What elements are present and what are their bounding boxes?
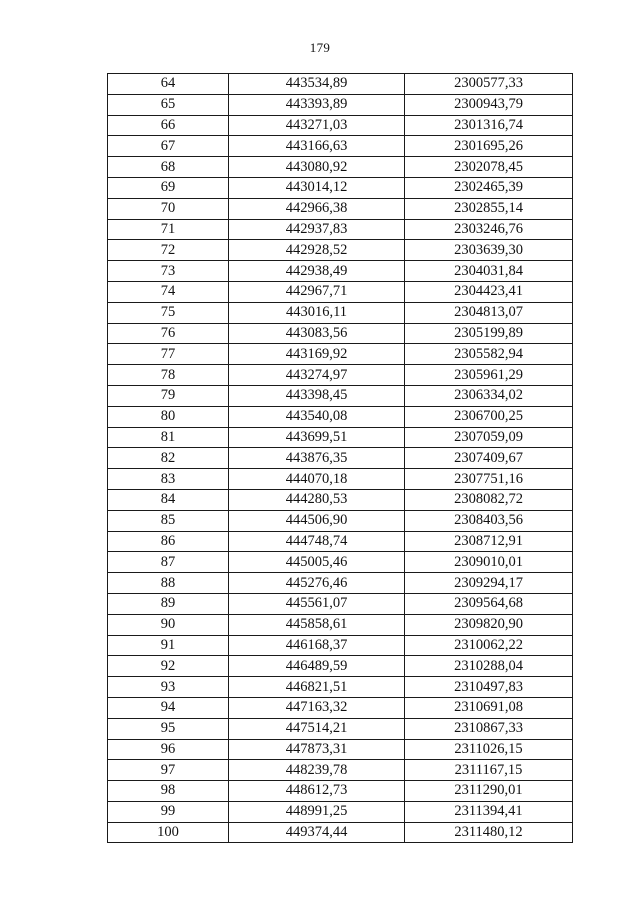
y-coordinate-cell: 2311394,41 (405, 801, 573, 822)
x-coordinate-cell: 448239,78 (229, 760, 405, 781)
y-coordinate-cell: 2304813,07 (405, 302, 573, 323)
point-number-cell: 82 (108, 448, 229, 469)
point-number-cell: 96 (108, 739, 229, 760)
table-row (108, 406, 573, 427)
point-number-cell: 92 (108, 656, 229, 677)
y-coordinate-cell: 2311290,01 (405, 781, 573, 802)
x-coordinate-cell: 442967,71 (229, 281, 405, 302)
x-coordinate-cell: 444506,90 (229, 510, 405, 531)
y-coordinate-cell: 2302855,14 (405, 198, 573, 219)
table-row (108, 593, 573, 614)
table-row (108, 344, 573, 365)
coordinates-table-body (108, 74, 573, 843)
point-number-cell: 87 (108, 552, 229, 573)
table-row (108, 489, 573, 510)
point-number-cell: 91 (108, 635, 229, 656)
point-number-cell: 90 (108, 614, 229, 635)
table-row (108, 136, 573, 157)
x-coordinate-cell: 443014,12 (229, 177, 405, 198)
point-number-cell: 99 (108, 801, 229, 822)
point-number-cell: 95 (108, 718, 229, 739)
y-coordinate-cell: 2308403,56 (405, 510, 573, 531)
table-row (108, 635, 573, 656)
y-coordinate-cell: 2311026,15 (405, 739, 573, 760)
x-coordinate-cell: 444748,74 (229, 531, 405, 552)
x-coordinate-cell: 443080,92 (229, 157, 405, 178)
y-coordinate-cell: 2309294,17 (405, 573, 573, 594)
table-row (108, 261, 573, 282)
point-number-cell: 75 (108, 302, 229, 323)
y-coordinate-cell: 2310691,08 (405, 697, 573, 718)
point-number-cell: 73 (108, 261, 229, 282)
point-number-cell: 83 (108, 469, 229, 490)
y-coordinate-cell: 2300943,79 (405, 94, 573, 115)
point-number-cell: 85 (108, 510, 229, 531)
table-row (108, 240, 573, 261)
x-coordinate-cell: 442938,49 (229, 261, 405, 282)
point-number-cell: 67 (108, 136, 229, 157)
table-row (108, 697, 573, 718)
x-coordinate-cell: 443699,51 (229, 427, 405, 448)
point-number-cell: 94 (108, 697, 229, 718)
table-row (108, 614, 573, 635)
x-coordinate-cell: 446489,59 (229, 656, 405, 677)
coordinates-table (107, 73, 573, 843)
x-coordinate-cell: 445561,07 (229, 593, 405, 614)
table-row (108, 365, 573, 386)
table-row (108, 718, 573, 739)
table-row (108, 656, 573, 677)
point-number-cell: 74 (108, 281, 229, 302)
y-coordinate-cell: 2304031,84 (405, 261, 573, 282)
y-coordinate-cell: 2308082,72 (405, 489, 573, 510)
table-row (108, 469, 573, 490)
table-row (108, 552, 573, 573)
point-number-cell: 93 (108, 677, 229, 698)
point-number-cell: 97 (108, 760, 229, 781)
point-number-cell: 84 (108, 489, 229, 510)
y-coordinate-cell: 2302078,45 (405, 157, 573, 178)
x-coordinate-cell: 445276,46 (229, 573, 405, 594)
y-coordinate-cell: 2305961,29 (405, 365, 573, 386)
point-number-cell: 100 (108, 822, 229, 843)
x-coordinate-cell: 443534,89 (229, 74, 405, 95)
table-row (108, 385, 573, 406)
x-coordinate-cell: 443169,92 (229, 344, 405, 365)
point-number-cell: 65 (108, 94, 229, 115)
x-coordinate-cell: 443271,03 (229, 115, 405, 136)
y-coordinate-cell: 2307059,09 (405, 427, 573, 448)
point-number-cell: 69 (108, 177, 229, 198)
y-coordinate-cell: 2308712,91 (405, 531, 573, 552)
x-coordinate-cell: 447873,31 (229, 739, 405, 760)
y-coordinate-cell: 2311167,15 (405, 760, 573, 781)
y-coordinate-cell: 2305199,89 (405, 323, 573, 344)
table-row (108, 510, 573, 531)
point-number-cell: 77 (108, 344, 229, 365)
y-coordinate-cell: 2310497,83 (405, 677, 573, 698)
point-number-cell: 71 (108, 219, 229, 240)
point-number-cell: 78 (108, 365, 229, 386)
y-coordinate-cell: 2300577,33 (405, 74, 573, 95)
y-coordinate-cell: 2309564,68 (405, 593, 573, 614)
point-number-cell: 70 (108, 198, 229, 219)
table-row (108, 157, 573, 178)
y-coordinate-cell: 2306700,25 (405, 406, 573, 427)
y-coordinate-cell: 2309010,01 (405, 552, 573, 573)
table-row (108, 177, 573, 198)
table-row (108, 822, 573, 843)
y-coordinate-cell: 2310062,22 (405, 635, 573, 656)
x-coordinate-cell: 447514,21 (229, 718, 405, 739)
x-coordinate-cell: 447163,32 (229, 697, 405, 718)
table-row (108, 801, 573, 822)
y-coordinate-cell: 2301316,74 (405, 115, 573, 136)
x-coordinate-cell: 444070,18 (229, 469, 405, 490)
table-row (108, 115, 573, 136)
x-coordinate-cell: 442937,83 (229, 219, 405, 240)
table-row (108, 573, 573, 594)
point-number-cell: 76 (108, 323, 229, 344)
x-coordinate-cell: 445858,61 (229, 614, 405, 635)
x-coordinate-cell: 443166,63 (229, 136, 405, 157)
table-row (108, 74, 573, 95)
y-coordinate-cell: 2305582,94 (405, 344, 573, 365)
point-number-cell: 98 (108, 781, 229, 802)
x-coordinate-cell: 443876,35 (229, 448, 405, 469)
y-coordinate-cell: 2307409,67 (405, 448, 573, 469)
point-number-cell: 64 (108, 74, 229, 95)
table-row (108, 531, 573, 552)
x-coordinate-cell: 444280,53 (229, 489, 405, 510)
y-coordinate-cell: 2301695,26 (405, 136, 573, 157)
y-coordinate-cell: 2309820,90 (405, 614, 573, 635)
point-number-cell: 88 (108, 573, 229, 594)
y-coordinate-cell: 2310288,04 (405, 656, 573, 677)
point-number-cell: 86 (108, 531, 229, 552)
table-row (108, 760, 573, 781)
table-row (108, 198, 573, 219)
y-coordinate-cell: 2303246,76 (405, 219, 573, 240)
y-coordinate-cell: 2303639,30 (405, 240, 573, 261)
page-number: 179 (309, 40, 331, 55)
x-coordinate-cell: 445005,46 (229, 552, 405, 573)
y-coordinate-cell: 2310867,33 (405, 718, 573, 739)
point-number-cell: 79 (108, 385, 229, 406)
point-number-cell: 80 (108, 406, 229, 427)
point-number-cell: 66 (108, 115, 229, 136)
x-coordinate-cell: 443393,89 (229, 94, 405, 115)
x-coordinate-cell: 449374,44 (229, 822, 405, 843)
table-row (108, 427, 573, 448)
point-number-cell: 81 (108, 427, 229, 448)
x-coordinate-cell: 443398,45 (229, 385, 405, 406)
table-row (108, 739, 573, 760)
x-coordinate-cell: 446168,37 (229, 635, 405, 656)
table-row (108, 94, 573, 115)
x-coordinate-cell: 443083,56 (229, 323, 405, 344)
table-row (108, 219, 573, 240)
table-row (108, 677, 573, 698)
y-coordinate-cell: 2306334,02 (405, 385, 573, 406)
y-coordinate-cell: 2307751,16 (405, 469, 573, 490)
y-coordinate-cell: 2302465,39 (405, 177, 573, 198)
table-row (108, 781, 573, 802)
x-coordinate-cell: 448991,25 (229, 801, 405, 822)
point-number-cell: 68 (108, 157, 229, 178)
x-coordinate-cell: 443540,08 (229, 406, 405, 427)
x-coordinate-cell: 448612,73 (229, 781, 405, 802)
table-row (108, 323, 573, 344)
table-row (108, 448, 573, 469)
table-row (108, 281, 573, 302)
x-coordinate-cell: 443274,97 (229, 365, 405, 386)
x-coordinate-cell: 446821,51 (229, 677, 405, 698)
table-row (108, 302, 573, 323)
x-coordinate-cell: 442966,38 (229, 198, 405, 219)
point-number-cell: 89 (108, 593, 229, 614)
y-coordinate-cell: 2304423,41 (405, 281, 573, 302)
point-number-cell: 72 (108, 240, 229, 261)
x-coordinate-cell: 442928,52 (229, 240, 405, 261)
y-coordinate-cell: 2311480,12 (405, 822, 573, 843)
x-coordinate-cell: 443016,11 (229, 302, 405, 323)
